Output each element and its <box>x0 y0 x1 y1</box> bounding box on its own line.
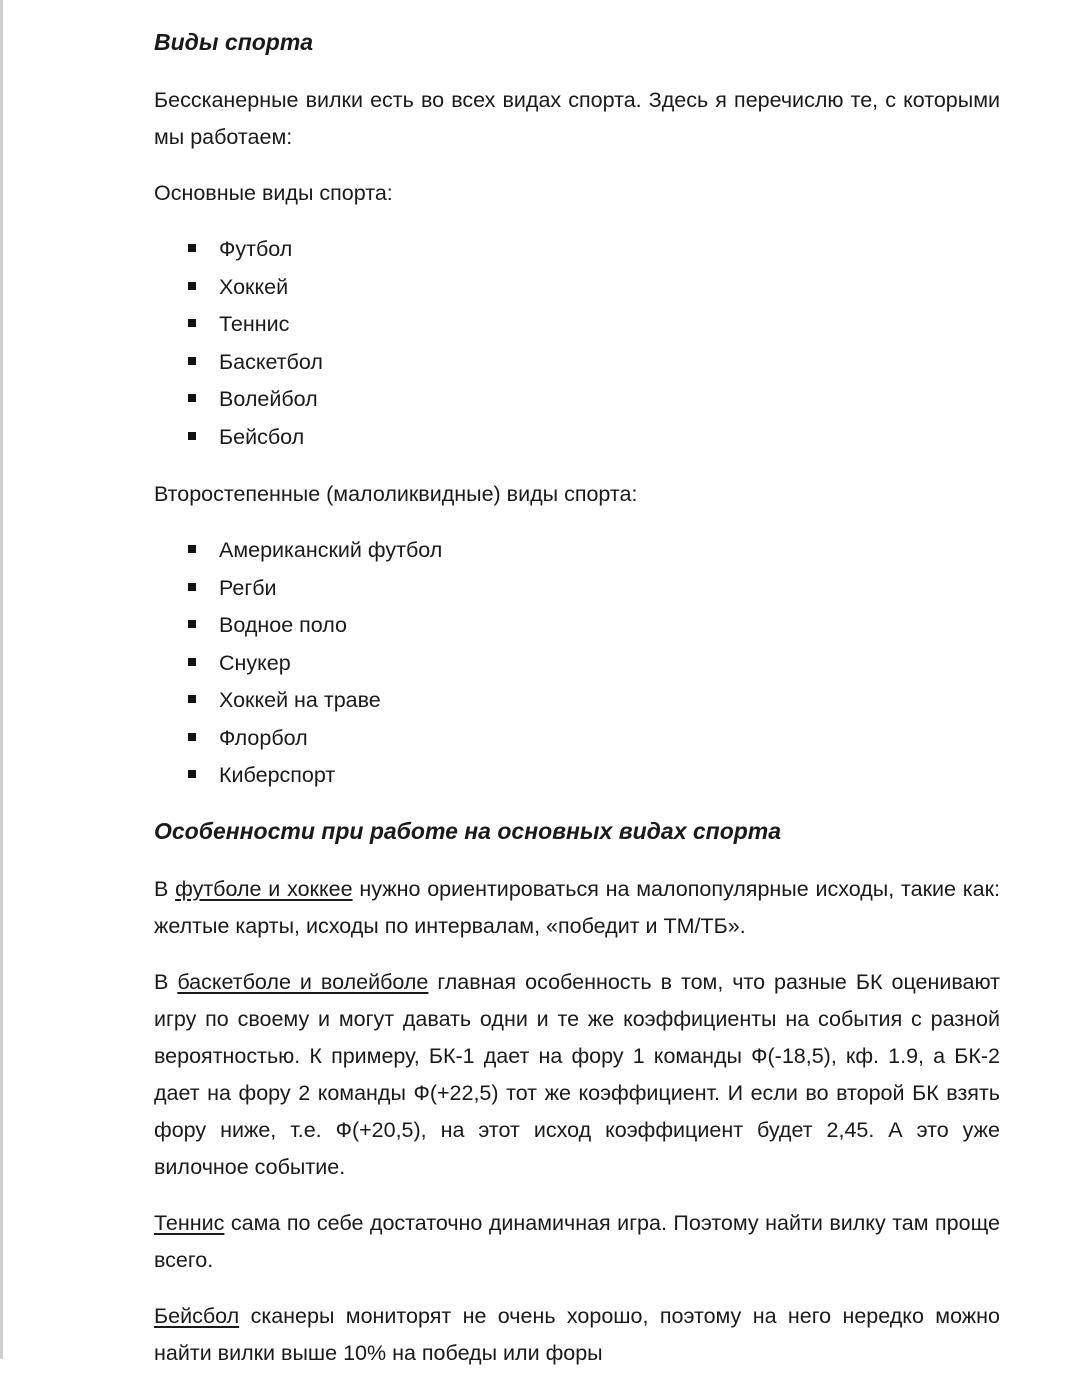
list-item: Снукер <box>154 645 1000 683</box>
secondary-sports-label: Второстепенные (малоликвидные) виды спорта: <box>154 482 638 506</box>
bullet-icon <box>188 583 196 591</box>
bullet-icon <box>188 658 196 666</box>
bullet-icon <box>188 620 196 628</box>
list-item: Водное поло <box>154 607 1000 645</box>
bullet-icon <box>188 244 196 252</box>
list-item: Теннис <box>154 306 1000 344</box>
underlined-term-basketball-volleyball: баскетболе и волейболе <box>177 969 429 994</box>
section-title-features: Особенности при работе на основных видах спорта <box>154 817 782 844</box>
underlined-term-football-hockey: футболе и хоккее <box>175 876 353 901</box>
underlined-term-baseball: Бейсбол <box>154 1303 240 1328</box>
underlined-term-tennis: Теннис <box>154 1210 225 1235</box>
list-item: Хоккей на траве <box>154 682 1000 720</box>
bullet-icon <box>188 432 196 440</box>
section-title-sports: Виды спорта <box>154 29 314 55</box>
list-item: Волейбол <box>154 381 1000 419</box>
document-page <box>154 26 1000 1391</box>
list-item: Американский футбол <box>154 532 1000 570</box>
list-item: Хоккей <box>154 269 1000 307</box>
bullet-icon <box>188 319 196 327</box>
main-sports-label: Основные виды спорта: <box>154 181 393 205</box>
bullet-icon <box>188 695 196 703</box>
paragraph-baseball: Бейсбол сканеры мониторят не очень хорошо, поэтому на него нередко можно найти вилки выше 10% на победы или форы <box>154 1303 1001 1365</box>
bullet-icon <box>188 282 196 290</box>
paragraph-tennis: Теннис сама по себе достаточно динамичная игра. Поэтому найти вилку там проще всего. <box>154 1210 1000 1272</box>
list-item: Бейсбол <box>154 419 1000 457</box>
secondary-sports-list <box>154 532 1000 795</box>
list-item: Киберспорт <box>154 757 1000 795</box>
bullet-icon <box>188 770 196 778</box>
bullet-icon <box>188 394 196 402</box>
paragraph-basketball-volleyball: В баскетболе и волейболе главная особенность в том, что разные БК оценивают игру по своему и могут давать одни и те же коэффициенты на события с разной вероятностью. К примеру, БК-1 дает на фору 1 команды Ф(-18,5), кф. 1.9, а БК-2 дает на фору 2 команды Ф(+22,5) тот же коэффициент. И если во второй БК взять фору ниже, т.е. Ф(+20,5), на этот исход коэффициент будет 2,45. А это уже вилочное событие. <box>154 969 1000 1179</box>
list-item: Флорбол <box>154 720 1000 758</box>
main-sports-list <box>154 231 1000 456</box>
list-item: Баскетбол <box>154 344 1000 382</box>
page-left-edge <box>0 0 3 1359</box>
bullet-icon <box>188 545 196 553</box>
list-item: Футбол <box>154 231 1000 269</box>
paragraph-football-hockey: В футболе и хоккее нужно ориентироваться на малопопулярные исходы, такие как: желтые карты, исходы по интервалам, «победит и ТМ/ТБ». <box>154 876 1000 938</box>
list-item: Регби <box>154 570 1000 608</box>
intro-paragraph: Бессканерные вилки есть во всех видах спорта. Здесь я перечислю те, с которыми мы работаем: <box>154 88 1000 149</box>
bullet-icon <box>188 733 196 741</box>
bullet-icon <box>188 357 196 365</box>
